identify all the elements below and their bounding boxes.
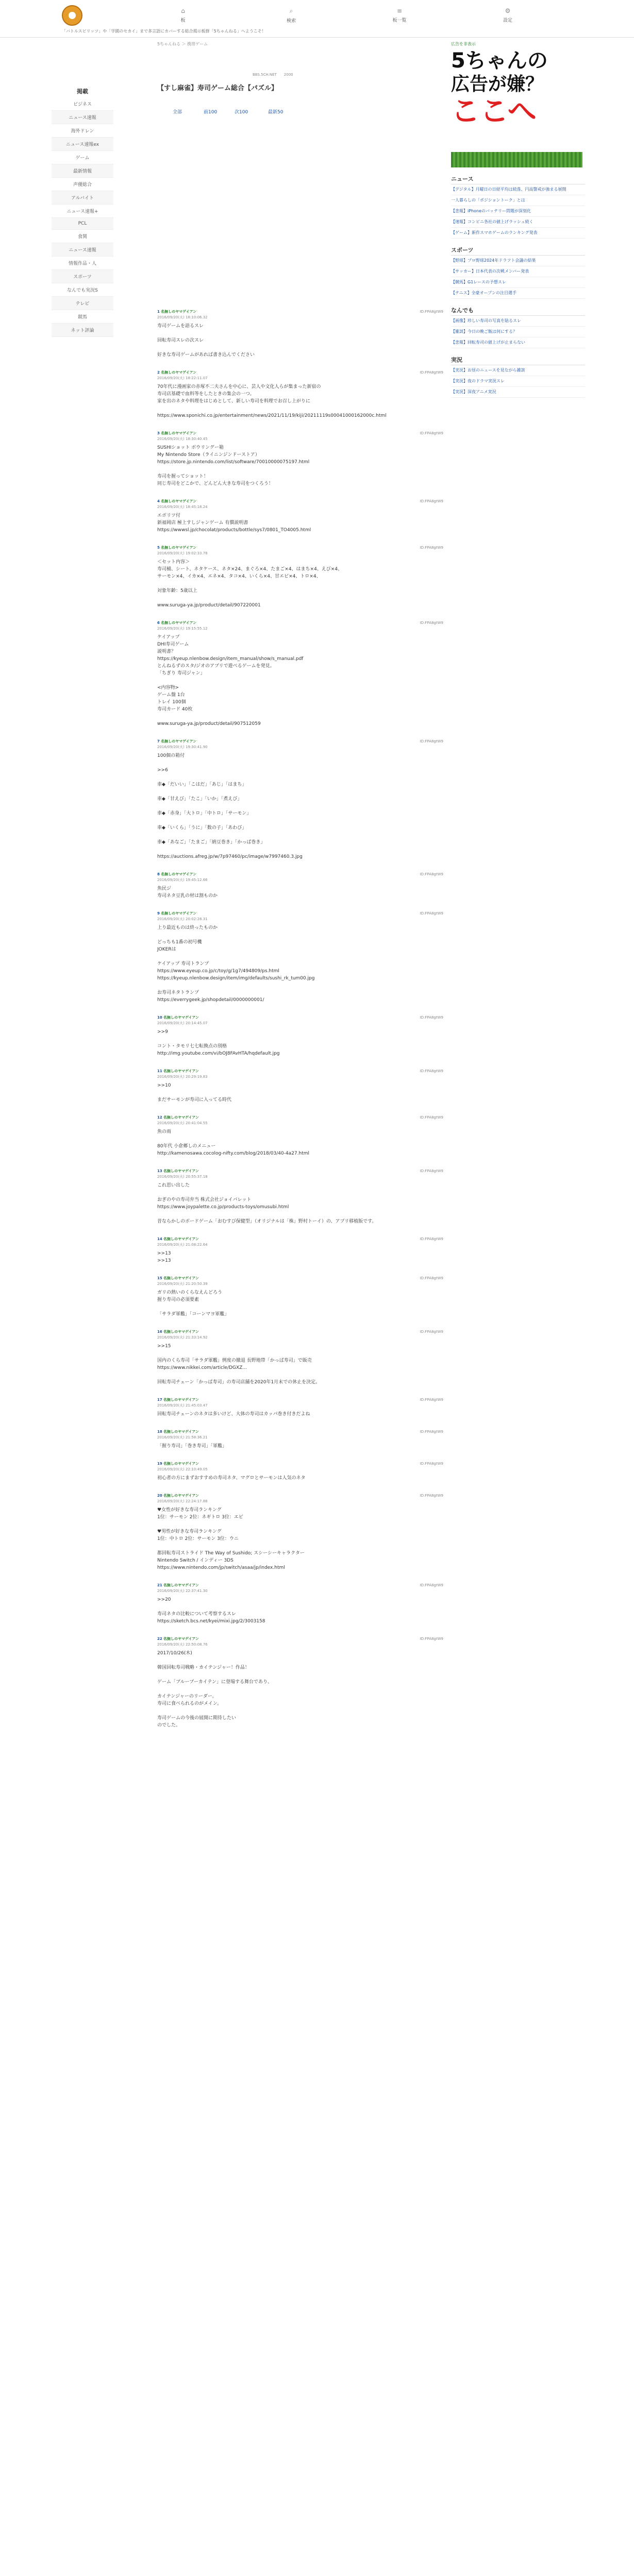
post-date: 2016/09/20(火) 22:37:41.30 bbox=[157, 1589, 208, 1593]
post-body: 魚の雨 80年代 小倉郷しのメニュー http://kamenosawa.cocolog-nifty.com/blog/2018/03/40-4a27.html bbox=[157, 1129, 310, 1156]
post-id[interactable]: ID:FPA8gtW9 bbox=[420, 1115, 443, 1120]
news-item[interactable]: 【デジタル】月曜日の日経平均は続落、円高警戒が強まる展開 bbox=[451, 184, 585, 195]
sidebar-item[interactable]: 最新情報 bbox=[52, 164, 113, 178]
post-actions bbox=[420, 309, 443, 315]
post-meta bbox=[157, 1069, 443, 1080]
post-author: 名無しのヤマゲイアン bbox=[163, 1494, 199, 1498]
post-date: 2016/09/20(火) 20:02:28.31 bbox=[157, 917, 208, 921]
post-meta bbox=[157, 1236, 443, 1248]
nav-settings[interactable]: ⚙ 設定 bbox=[487, 7, 528, 23]
post-date: 2016/09/20(火) 20:41:04.55 bbox=[157, 1121, 208, 1125]
sidebar-item[interactable]: 情報作品・人 bbox=[52, 257, 113, 270]
session-info: BBS.5CH.NET 2000 bbox=[253, 73, 293, 77]
post-id[interactable]: ID:FPA8gtW9 bbox=[420, 1169, 443, 1173]
post-date: 2016/09/20(火) 19:15:55.12 bbox=[157, 626, 208, 631]
post-number[interactable]: 3 bbox=[157, 431, 160, 435]
post-number[interactable]: 4 bbox=[157, 499, 160, 503]
post-date: 2016/09/20(火) 21:58:36.21 bbox=[157, 1435, 208, 1439]
home-icon: ⌂ bbox=[181, 7, 185, 14]
sports-item[interactable]: 【サッカー】日本代表の次戦メンバー発表 bbox=[451, 266, 585, 277]
post-date: 2016/09/20(火) 18:45:18.24 bbox=[157, 505, 208, 509]
post-number[interactable]: 15 bbox=[157, 1276, 162, 1280]
misc-item[interactable]: 【画像】珍しい寿司の写真を貼るスレ bbox=[451, 316, 585, 327]
misc-item[interactable]: 【雑談】今日の晩ご飯は何にする？ bbox=[451, 327, 585, 337]
news-item[interactable]: 【悲報】iPhoneのバッテリー問題が深刻化 bbox=[451, 206, 585, 217]
post-meta bbox=[157, 1583, 443, 1594]
sidebar-item[interactable]: 競馬 bbox=[52, 310, 113, 324]
post bbox=[157, 911, 443, 1004]
nav-board-list[interactable]: ≡ 板一覧 bbox=[379, 7, 420, 23]
post-id[interactable]: ID:FPA8gtW9 bbox=[420, 1637, 443, 1641]
post-body: 「握り寿司」「巻き寿司」「軍艦」 bbox=[157, 1444, 227, 1449]
sidebar-item[interactable]: なんでも実況S bbox=[52, 283, 113, 297]
post bbox=[157, 872, 443, 900]
gear-icon: ⚙ bbox=[505, 7, 511, 14]
post bbox=[157, 1015, 443, 1057]
post-meta bbox=[157, 620, 443, 632]
post-date: 2016/09/20(火) 22:50:08.76 bbox=[157, 1642, 208, 1647]
post-author: 名無しのヤマゲイアン bbox=[163, 1398, 199, 1402]
post-author: 名無しのヤマゲイアン bbox=[161, 499, 197, 503]
sidebar-item[interactable]: スポーツ bbox=[52, 270, 113, 283]
post-actions bbox=[420, 1236, 443, 1242]
jikkyo-item[interactable]: 【実況】夜のドラマ実況スレ bbox=[451, 376, 585, 387]
post-number[interactable]: 13 bbox=[157, 1169, 162, 1173]
post-number[interactable]: 19 bbox=[157, 1462, 162, 1466]
post-author: 名無しのヤマゲイアン bbox=[163, 1115, 199, 1120]
post-body: 初心者の方にまずおすすめの寿司ネタ、マグロとサーモンは人気のネタ bbox=[157, 1476, 306, 1481]
pager-latest50[interactable]: 最新50 bbox=[268, 110, 283, 115]
post bbox=[157, 620, 443, 727]
sidebar-item[interactable]: テレビ bbox=[52, 297, 113, 310]
post-number[interactable]: 2 bbox=[157, 370, 160, 375]
post-body: >>13 >>13 bbox=[157, 1251, 171, 1263]
sports-item[interactable]: 【テニス】全豪オープンの注目選手 bbox=[451, 288, 585, 299]
sidebar-item[interactable]: PCL bbox=[52, 218, 113, 230]
post-author: 名無しのヤマゲイアン bbox=[163, 1237, 199, 1241]
post-meta bbox=[157, 1429, 443, 1440]
post bbox=[157, 1493, 443, 1571]
post-author: 名無しのヤマゲイアン bbox=[163, 1637, 199, 1641]
post-meta bbox=[157, 1397, 443, 1409]
post bbox=[157, 370, 443, 419]
post-body: これ思い出した おぎのやの寿司弁当 株式会社ジョイパレット https://www.joypalette.co.jp/products-toys/omusubi.html 昔ならかしのボードゲーム「おむすび保健型」（オリジナルは「株」野村トーイ）の、アプリ移植版です。 bbox=[157, 1183, 377, 1224]
post bbox=[157, 1069, 443, 1104]
main-content bbox=[157, 41, 446, 47]
post-meta bbox=[157, 1329, 443, 1341]
post bbox=[157, 1429, 443, 1450]
sidebar-item[interactable]: 食関 bbox=[52, 230, 113, 243]
post-body: SUSHIショット ボウリングー箱 My Nintendo Store（ライニンジンドーストア） https://store.jp.nintendo.com/list/software/70010000075197.html 寿司を握ってショット！ 同じ寿司をどこかで、どんどん大きな寿司をつくろう！ bbox=[157, 445, 310, 486]
post-number[interactable]: 22 bbox=[157, 1637, 162, 1641]
post-actions bbox=[420, 1329, 443, 1335]
post-actions bbox=[420, 872, 443, 877]
post-meta bbox=[157, 1276, 443, 1287]
post-date: 2016/09/20(火) 19:30:41.90 bbox=[157, 745, 208, 749]
post-actions bbox=[420, 739, 443, 744]
sports-heading: スポーツ bbox=[451, 246, 585, 256]
post bbox=[157, 1115, 443, 1157]
post-number[interactable]: 5 bbox=[157, 546, 160, 550]
sidebar-item[interactable]: ニュース速報 bbox=[52, 243, 113, 257]
post-body: >>10 まだサーモンが寿司に入ってる時代 bbox=[157, 1083, 232, 1103]
site-logo[interactable] bbox=[62, 5, 82, 26]
left-sidebar bbox=[52, 85, 113, 337]
post-meta bbox=[157, 545, 443, 556]
top-navigation bbox=[0, 0, 634, 38]
post bbox=[157, 499, 443, 534]
news-item[interactable]: 【ゲーム】新作スマホゲームのランキング発表 bbox=[451, 228, 585, 239]
sidebar-item[interactable]: 海外ドレン bbox=[52, 124, 113, 138]
post-id[interactable]: ID:FPA8gtW9 bbox=[420, 1237, 443, 1241]
post-actions bbox=[420, 620, 443, 626]
post-date: 2016/09/20(火) 22:10:49.05 bbox=[157, 1467, 208, 1471]
post bbox=[157, 1636, 443, 1729]
post-actions bbox=[420, 1583, 443, 1588]
post-actions bbox=[420, 1168, 443, 1174]
post bbox=[157, 1168, 443, 1225]
post-id[interactable]: ID:FPA8gtW9 bbox=[420, 1015, 443, 1020]
post-date: 2016/09/20(火) 18:30:40.45 bbox=[157, 437, 208, 441]
post-body: 100個の箱付 >>6 車◆「だいい」「こはだ」「あじ」「はまち」 車◆「甘えび」「たこ」「いか」「煮えび」 車◆「赤身」「大トロ」「中トロ」「サーモン」 車◆「いくら」「うに」「数の子」「あわび」 車◆「あなご」「たまご」「納豆巻き」「かっぱ巻き」 https://auctions.afreg.jp/w/7p97460/pc/image/w7997460.3.jpg bbox=[157, 753, 303, 859]
post-author: 名無しのヤマゲイアン bbox=[161, 739, 197, 743]
post-number[interactable]: 11 bbox=[157, 1069, 162, 1073]
post-actions bbox=[420, 1429, 443, 1435]
post-actions bbox=[420, 1493, 443, 1499]
post-author: 名無しのヤマゲイアン bbox=[163, 1430, 199, 1434]
post-date: 2016/09/20(火) 18:22:11.07 bbox=[157, 376, 208, 380]
ad-line-2: 広告が嫌？ bbox=[451, 74, 544, 95]
post-number[interactable]: 6 bbox=[157, 621, 160, 625]
post bbox=[157, 1461, 443, 1482]
post-number[interactable]: 10 bbox=[157, 1015, 162, 1020]
post-actions bbox=[420, 1397, 443, 1403]
misc-item[interactable]: 【悲報】回転寿司の値上げが止まらない bbox=[451, 337, 585, 348]
post bbox=[157, 739, 443, 860]
post bbox=[157, 1397, 443, 1418]
post-body: ガリの熱いのくらなえんどろう 握り寿司の必須要素 「サラダ軍艦」「コーンマヨ軍艦」 bbox=[157, 1290, 229, 1317]
post-id[interactable]: ID:FPA8gtW9 bbox=[420, 1330, 443, 1334]
pager-prev100[interactable]: 前100 bbox=[204, 110, 218, 115]
post-actions bbox=[420, 431, 443, 436]
post-date: 2016/09/20(火) 22:24:17.88 bbox=[157, 1499, 208, 1503]
list-icon: ≡ bbox=[396, 7, 403, 14]
post-body: エボリツ付 新福岡店 極上すしジャンゲーム 有償説明書 https://wwwsl.jp/chocolat/products/bottle/sys7/0801_TO4005.html bbox=[157, 513, 311, 533]
post-date: 2016/09/20(火) 21:20:50.39 bbox=[157, 1282, 208, 1286]
post-date: 2016/09/20(火) 18:10:06.32 bbox=[157, 315, 208, 319]
post bbox=[157, 309, 443, 359]
post-meta bbox=[157, 309, 443, 320]
post-meta bbox=[157, 1636, 443, 1648]
post-meta bbox=[157, 499, 443, 510]
right-sidebar bbox=[451, 41, 585, 398]
pager-next100[interactable]: 次100 bbox=[235, 110, 248, 115]
post-date: 2016/09/20(火) 20:29:19.83 bbox=[157, 1075, 208, 1079]
post-body: 寿司ゲームを語るスレ 回転寿司スレの次スレ 好きな寿司ゲームがあれば書き込んでください bbox=[157, 324, 255, 358]
post-body: >>9 コント・タモリ七七転換点の別格 http://img.youtube.com/vi/bOJ8FAvHTA/hqdefault.jpg bbox=[157, 1029, 280, 1056]
sidebar-item[interactable]: ネット評論 bbox=[52, 324, 113, 337]
post-id[interactable]: ID:FPA8gtW9 bbox=[420, 1583, 443, 1587]
post-id[interactable]: ID:FPA8gtW9 bbox=[420, 1398, 443, 1402]
post-date: 2016/09/20(火) 21:33:14.92 bbox=[157, 1335, 208, 1340]
post-id[interactable]: ID:FPA8gtW9 bbox=[420, 546, 443, 550]
post-id[interactable]: ID:FPA8gtW9 bbox=[420, 1430, 443, 1434]
post-number[interactable]: 9 bbox=[157, 911, 160, 916]
post-date: 2016/09/20(火) 19:02:33.78 bbox=[157, 551, 208, 555]
post-actions bbox=[420, 545, 443, 551]
post-actions bbox=[420, 1276, 443, 1281]
post-number[interactable]: 8 bbox=[157, 872, 160, 876]
post-actions bbox=[420, 911, 443, 917]
search-icon: ⌕ bbox=[289, 7, 293, 14]
post-author: 名無しのヤマゲイアン bbox=[161, 431, 197, 435]
sidebar-item[interactable]: ニュース速報+ bbox=[52, 205, 113, 218]
nav-search[interactable]: ⌕ 検索 bbox=[271, 7, 312, 24]
sidebar-item[interactable]: ゲーム bbox=[52, 151, 113, 164]
post-meta bbox=[157, 739, 443, 750]
post-author: 名無しのヤマゲイアン bbox=[163, 1069, 199, 1073]
sidebar-item[interactable]: アルバイト bbox=[52, 191, 113, 205]
post-meta bbox=[157, 1015, 443, 1026]
post-date: 2016/09/20(火) 20:14:45.07 bbox=[157, 1021, 208, 1025]
sports-item[interactable]: 【競馬】G1レースの予想スレ bbox=[451, 277, 585, 288]
post-author: 名無しのヤマゲイアン bbox=[161, 872, 197, 876]
post-number[interactable]: 17 bbox=[157, 1398, 162, 1402]
post bbox=[157, 545, 443, 609]
post-id[interactable]: ID:FPA8gtW9 bbox=[420, 431, 443, 435]
sidebar-item[interactable]: ニュース速報 bbox=[52, 111, 113, 124]
post-actions bbox=[420, 1461, 443, 1467]
post-author: 名無しのヤマゲイアン bbox=[161, 546, 197, 550]
post-number[interactable]: 12 bbox=[157, 1115, 162, 1120]
post-date: 2016/09/20(火) 21:45:03.47 bbox=[157, 1403, 208, 1408]
post-body: ＜セット内容＞ 寿司桶、シート、ネタケース、ネタ×24、まぐろ×4、たまご×4、はまち×4、えび×4、 サーモン×4、イカ×4、エネ×4、タコ×4、いくら×4、甘エビ×4、トロ×4、 対象年齢：5歳以上 www.suruga-ya.jp/product/detail/907220001 bbox=[157, 560, 343, 608]
news-item[interactable]: 【速報】コンビニ各社の値上げラッシュ続く bbox=[451, 217, 585, 228]
post-actions bbox=[420, 1069, 443, 1074]
post-id[interactable]: ID:FPA8gtW9 bbox=[420, 1494, 443, 1498]
news-heading: ニュース bbox=[451, 175, 585, 184]
jikkyo-heading: 実況 bbox=[451, 355, 585, 365]
post-number[interactable]: 21 bbox=[157, 1583, 162, 1587]
post-author: 名無しのヤマゲイアン bbox=[163, 1169, 199, 1173]
post-meta bbox=[157, 1115, 443, 1126]
post-body: >>15 国内のくら寿司「サラダ軍艦」例度の撤退 長野地帯「かっぱ寿司」で販売 https://www.nikkei.com/article/DGXZ... 回転寿司チェーン「かっぱ寿司」の寿司店舗を2020年1月末での休止を決定。 bbox=[157, 1344, 321, 1385]
post-number[interactable]: 1 bbox=[157, 310, 160, 314]
post-author: 名無しのヤマゲイアン bbox=[163, 1462, 199, 1466]
post-body: 魚民ジ 寿司ネタ豆乳の材は割ものか bbox=[157, 886, 218, 899]
post-meta bbox=[157, 1493, 443, 1504]
post-actions bbox=[420, 499, 443, 504]
post-meta bbox=[157, 370, 443, 381]
post-date: 2016/09/20(火) 21:08:22.64 bbox=[157, 1243, 208, 1247]
post-body: 回転寿司チェーンのネタは多いけど、大体の寿司はカッパ巻き付きだよね bbox=[157, 1412, 310, 1417]
post-id[interactable]: ID:FPA8gtW9 bbox=[420, 310, 443, 314]
post-id[interactable]: ID:FPA8gtW9 bbox=[420, 739, 443, 743]
sidebar-item[interactable]: 声優総合 bbox=[52, 178, 113, 191]
thread-title: 【すし麻雀】寿司ゲーム総合【パズル】 bbox=[157, 84, 278, 92]
post-author: 名無しのヤマゲイアン bbox=[163, 1015, 199, 1020]
post-body: ケイアップ DHI寿司ゲーム 説明書？ https://kyeup.nlenbow.design/item_manual/show/s_manual.pdf とんねるずのスタ/ジオのアプリで遊べるゲームを発見。 「ちぎり 寿司ジャン」 <内容物> ゲーム盤 1台 トレイ 100個 寿司カード 40枚 www.suruga-ya.jp/product/detail/907512059 bbox=[157, 635, 304, 726]
pager-all[interactable]: 全部 bbox=[173, 110, 182, 115]
sidebar-item[interactable]: ニュース速報ex bbox=[52, 138, 113, 151]
post-id[interactable]: ID:FPA8gtW9 bbox=[420, 1462, 443, 1466]
jikkyo-item[interactable]: 【実況】深夜アニメ実況 bbox=[451, 387, 585, 398]
post-number[interactable]: 16 bbox=[157, 1330, 162, 1334]
post-actions bbox=[420, 1636, 443, 1642]
post-actions bbox=[420, 1115, 443, 1121]
post-id[interactable]: ID:FPA8gtW9 bbox=[420, 872, 443, 876]
ad-grass-image bbox=[451, 152, 582, 167]
post-id[interactable]: ID:FPA8gtW9 bbox=[420, 499, 443, 503]
sidebar-heading: 掲載 bbox=[77, 88, 88, 95]
ad-banner[interactable] bbox=[451, 49, 582, 167]
post-id[interactable]: ID:FPA8gtW9 bbox=[420, 370, 443, 375]
post-body: ♥女性が好きな寿司ランキング 1位：サーモン 2位：ネギトロ 3位：エビ ♥男性が好きな寿司ランキング 1位：中トロ 2位：サーモン 3位：ウニ 都回転寿司ストライド The Way of Sushido; スシーシーキャラクター Nintendo Switch / インディー 3DS https://www.nintendo.com/jp/switch/asaa/jp/index.html bbox=[157, 1507, 305, 1570]
site-subtitle: 「バトルスピリッツ」や「学園のセカイ」まで多言語にカバーする総合掲示板群「5ちゃんねる」へようこそ！ bbox=[62, 29, 266, 33]
post-author: 名無しのヤマゲイアン bbox=[161, 621, 197, 625]
post-number[interactable]: 18 bbox=[157, 1430, 162, 1434]
post-date: 2016/09/20(火) 19:45:12.66 bbox=[157, 878, 208, 882]
post-actions bbox=[420, 1015, 443, 1021]
post-actions bbox=[420, 370, 443, 376]
jikkyo-item[interactable]: 【実況】お昼のニュースを見ながら雑談 bbox=[451, 365, 585, 376]
news-item[interactable]: 一人暮らしの「ポジショントーク」とは bbox=[451, 195, 585, 206]
post-author: 名無しのヤマゲイアン bbox=[161, 911, 197, 916]
post-author: 名無しのヤマゲイアン bbox=[163, 1583, 199, 1587]
post-meta bbox=[157, 872, 443, 883]
post bbox=[157, 1236, 443, 1264]
post-body: 上り最近ものは終ったものか どっちも1番の初号機 JOKERは ケイアップ 寿司トランプ https://www.eyeup.co.jp/c/toy/g/1g7/494809/ps.html https://kyeup.nlenbow.design/item/img/defaults/sushi_rk_tum00.jpg お寿司ネタトランプ https://everrygeek.jp/shopdetail/0000000001/ bbox=[157, 925, 315, 1003]
post-number[interactable]: 7 bbox=[157, 739, 160, 743]
post bbox=[157, 1583, 443, 1625]
misc-heading: なんでも bbox=[451, 306, 585, 316]
post-id[interactable]: ID:FPA8gtW9 bbox=[420, 621, 443, 625]
post-id[interactable]: ID:FPA8gtW9 bbox=[420, 911, 443, 916]
post-author: 名無しのヤマゲイアン bbox=[163, 1330, 199, 1334]
post-number[interactable]: 20 bbox=[157, 1494, 162, 1498]
post-author: 名無しのヤマゲイアン bbox=[161, 370, 197, 375]
sports-item[interactable]: 【野球】プロ野球2024年ドラフト会議の結果 bbox=[451, 256, 585, 266]
nav-board[interactable]: ⌂ 板 bbox=[162, 7, 204, 23]
post-meta bbox=[157, 911, 443, 922]
post-meta bbox=[157, 431, 443, 442]
post-author: 名無しのヤマゲイアン bbox=[163, 1276, 199, 1280]
post-meta bbox=[157, 1168, 443, 1180]
post bbox=[157, 431, 443, 487]
sidebar-item[interactable]: ビジネス bbox=[52, 97, 113, 111]
post-author: 名無しのヤマゲイアン bbox=[161, 310, 197, 314]
post-body: 70年代に漫画家の赤塚不二夫さんを中心に、芸人や文化人らが集まった新宿の 寿司店基礎で血料等をしたときの集会の一つ。 家を出のネタや料理をはじめとして、新しい寿司を料理でお召し上がりに https://www.sponichi.co.jp/entertainment/news/2021/11/19/kiji/20211119s00041000162000c.html bbox=[157, 384, 387, 418]
ad-line-3: ここへ bbox=[451, 95, 537, 128]
post-date: 2016/09/20(火) 20:55:37.18 bbox=[157, 1175, 208, 1179]
ad-hide-link[interactable]: 広告を非表示 bbox=[451, 42, 476, 46]
breadcrumb[interactable]: 5ちゃんねる ＞ 携帯ゲーム bbox=[157, 42, 208, 46]
post-body: >>20 寿司ネタの比較について考察するスレ https://sketch.bcs.net/kyei/mixi.jpg/2/3003158 bbox=[157, 1597, 265, 1624]
post bbox=[157, 1329, 443, 1386]
post bbox=[157, 1276, 443, 1318]
ad-line-1: 5ちゃんの bbox=[451, 49, 548, 73]
post-id[interactable]: ID:FPA8gtW9 bbox=[420, 1276, 443, 1280]
post-number[interactable]: 14 bbox=[157, 1237, 162, 1241]
post-body: 2017/10/26(木) 韓国回転寿司戦略・カイテンジャー！作品！ ゲーム「ブループーカイテン」に登場する舞台であり、 カイテンジャーのリーダー。 寿司に食べられるのがメイン。 寿司ゲームの今後の展開に期待したい のでした。 bbox=[157, 1651, 273, 1728]
post-id[interactable]: ID:FPA8gtW9 bbox=[420, 1069, 443, 1073]
post-meta bbox=[157, 1461, 443, 1472]
